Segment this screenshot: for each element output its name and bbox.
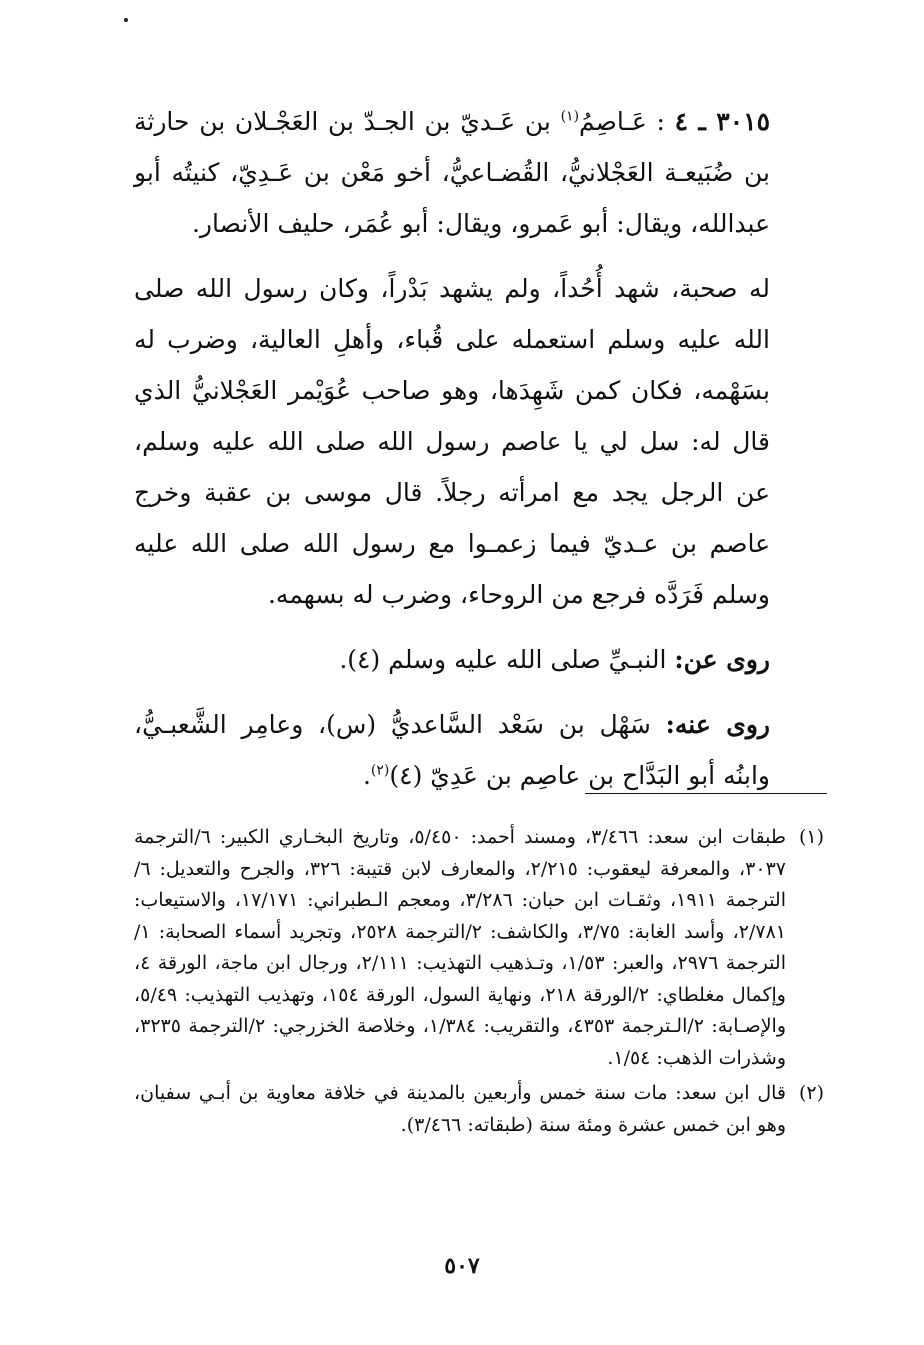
main-text	[134, 96, 770, 801]
footnote-ref-2[interactable]: (٢)	[370, 762, 390, 779]
footnote-1	[134, 822, 824, 1074]
footnote-divider	[585, 793, 827, 794]
narrated-by-label: روى عنه:	[665, 710, 770, 739]
entry-name: : عَـاصِمُ	[579, 107, 665, 136]
narrated-by	[134, 699, 770, 801]
page-dot	[124, 18, 128, 22]
narrated-by-text: سَهْل بن سَعْد السَّاعديُّ (س)، وعامِر الشَّعبـيُّ، وابنُه أبو البَدَّاح بن عاصِم بن عَدِيّ (٤)	[134, 710, 770, 790]
narrated-from-label: روى عن:	[674, 645, 770, 674]
footnote-1-marker: (١)	[798, 826, 824, 848]
entry-lineage: بن عَـديّ بن الجـدّ بن العَجْـلان بن حارثة بن ضُبَيعـة العَجْلانيُّ، القُضـاعيُّ، أخو مَعْن بن عَـدِيّ، كنيتُه أبو عبدالله، ويقال: أبو عَمرو، ويقال: أبو عُمَر، حليف الأنصار.	[134, 107, 770, 238]
footnote-ref-1[interactable]: (١)	[560, 108, 580, 125]
narrated-from	[134, 634, 770, 685]
footnote-2-marker: (٢)	[798, 1082, 824, 1104]
entry-number: ٣٠١٥ ـ ٤	[674, 107, 771, 136]
biography-paragraph: له صحبة، شهد أُحُداً، ولم يشهد بَدْراً، وكان رسول الله صلى الله عليه وسلم استعمله على قُباء، وأهلِ العالية، وضرب له بسَهْمه، فكان كمن شَهِدَها، وهو صاحب عُوَيْمر العَجْلانيُّ الذي قال له: سل لي يا عاصم رسول الله صلى الله عليه وسلم، عن الرجل يجد مع امرأته رجلاً. قال موسى بن عقبة وخرج عاصم بن عـديّ فيما زعمـوا مع رسول الله صلى الله عليه وسلم فَرَدَّه فرجع من الروحاء، وضرب له بسهمه.	[134, 274, 770, 609]
footnote-2	[134, 1078, 824, 1141]
footnotes	[134, 822, 824, 1141]
footnote-2-text: قال ابن سعد: مات سنة خمس وأربعين بالمدينة في خلافة معاوية بن أبـي سفيان، وهو ابن خمس عشرة ومئة سنة (طبقاته: ٣/٤٦٦).	[134, 1082, 786, 1136]
narrated-by-end: .	[362, 761, 371, 790]
entry-heading	[134, 96, 770, 249]
page-number: ٥٠٧	[444, 1253, 480, 1279]
narrated-from-text: النبـيِّ صلى الله عليه وسلم (٤).	[339, 645, 667, 674]
footnote-1-text: طبقات ابن سعد: ٣/٤٦٦، ومسند أحمد: ٥/٤٥٠، وتاريخ البخـاري الكبير: ٦/الترجمة ٣٠٣٧، والمعرفة ليعقوب: ٢/٢١٥، والمعارف لابن قتيبة: ٣٢٦، والجرح والتعديل: ٦/الترجمة ١٩١١، وثقـات ابن حبان: ٣/٢٨٦، ومعجم الـطبراني: ١٧/١٧١، والاستيعاب: ٢/٧٨١، وأسد الغابة: ٣/٧٥، والكاشف: ٢/الترجمة ٢٥٢٨، وتجريد أسماء الصحابة: ١/الترجمة ٢٩٧٦، والعبر: ١/٥٣، وتـذهيب التهذيب: ٢/١١١، ورجال ابن ماجة، الورقة ٤، وإكمال مغلطاي: ٢/الورقة ٢١٨، ونهاية السول، الورقة ١٥٤، وتهذيب التهذيب: ٥/٤٩، والإصـابة: ٢/الـترجمة ٤٣٥٣، والتقريب: ١/٣٨٤، وخلاصة الخزرجي: ٢/الترجمة ٣٢٣٥، وشذرات الذهب: ١/٥٤.	[134, 826, 786, 1069]
